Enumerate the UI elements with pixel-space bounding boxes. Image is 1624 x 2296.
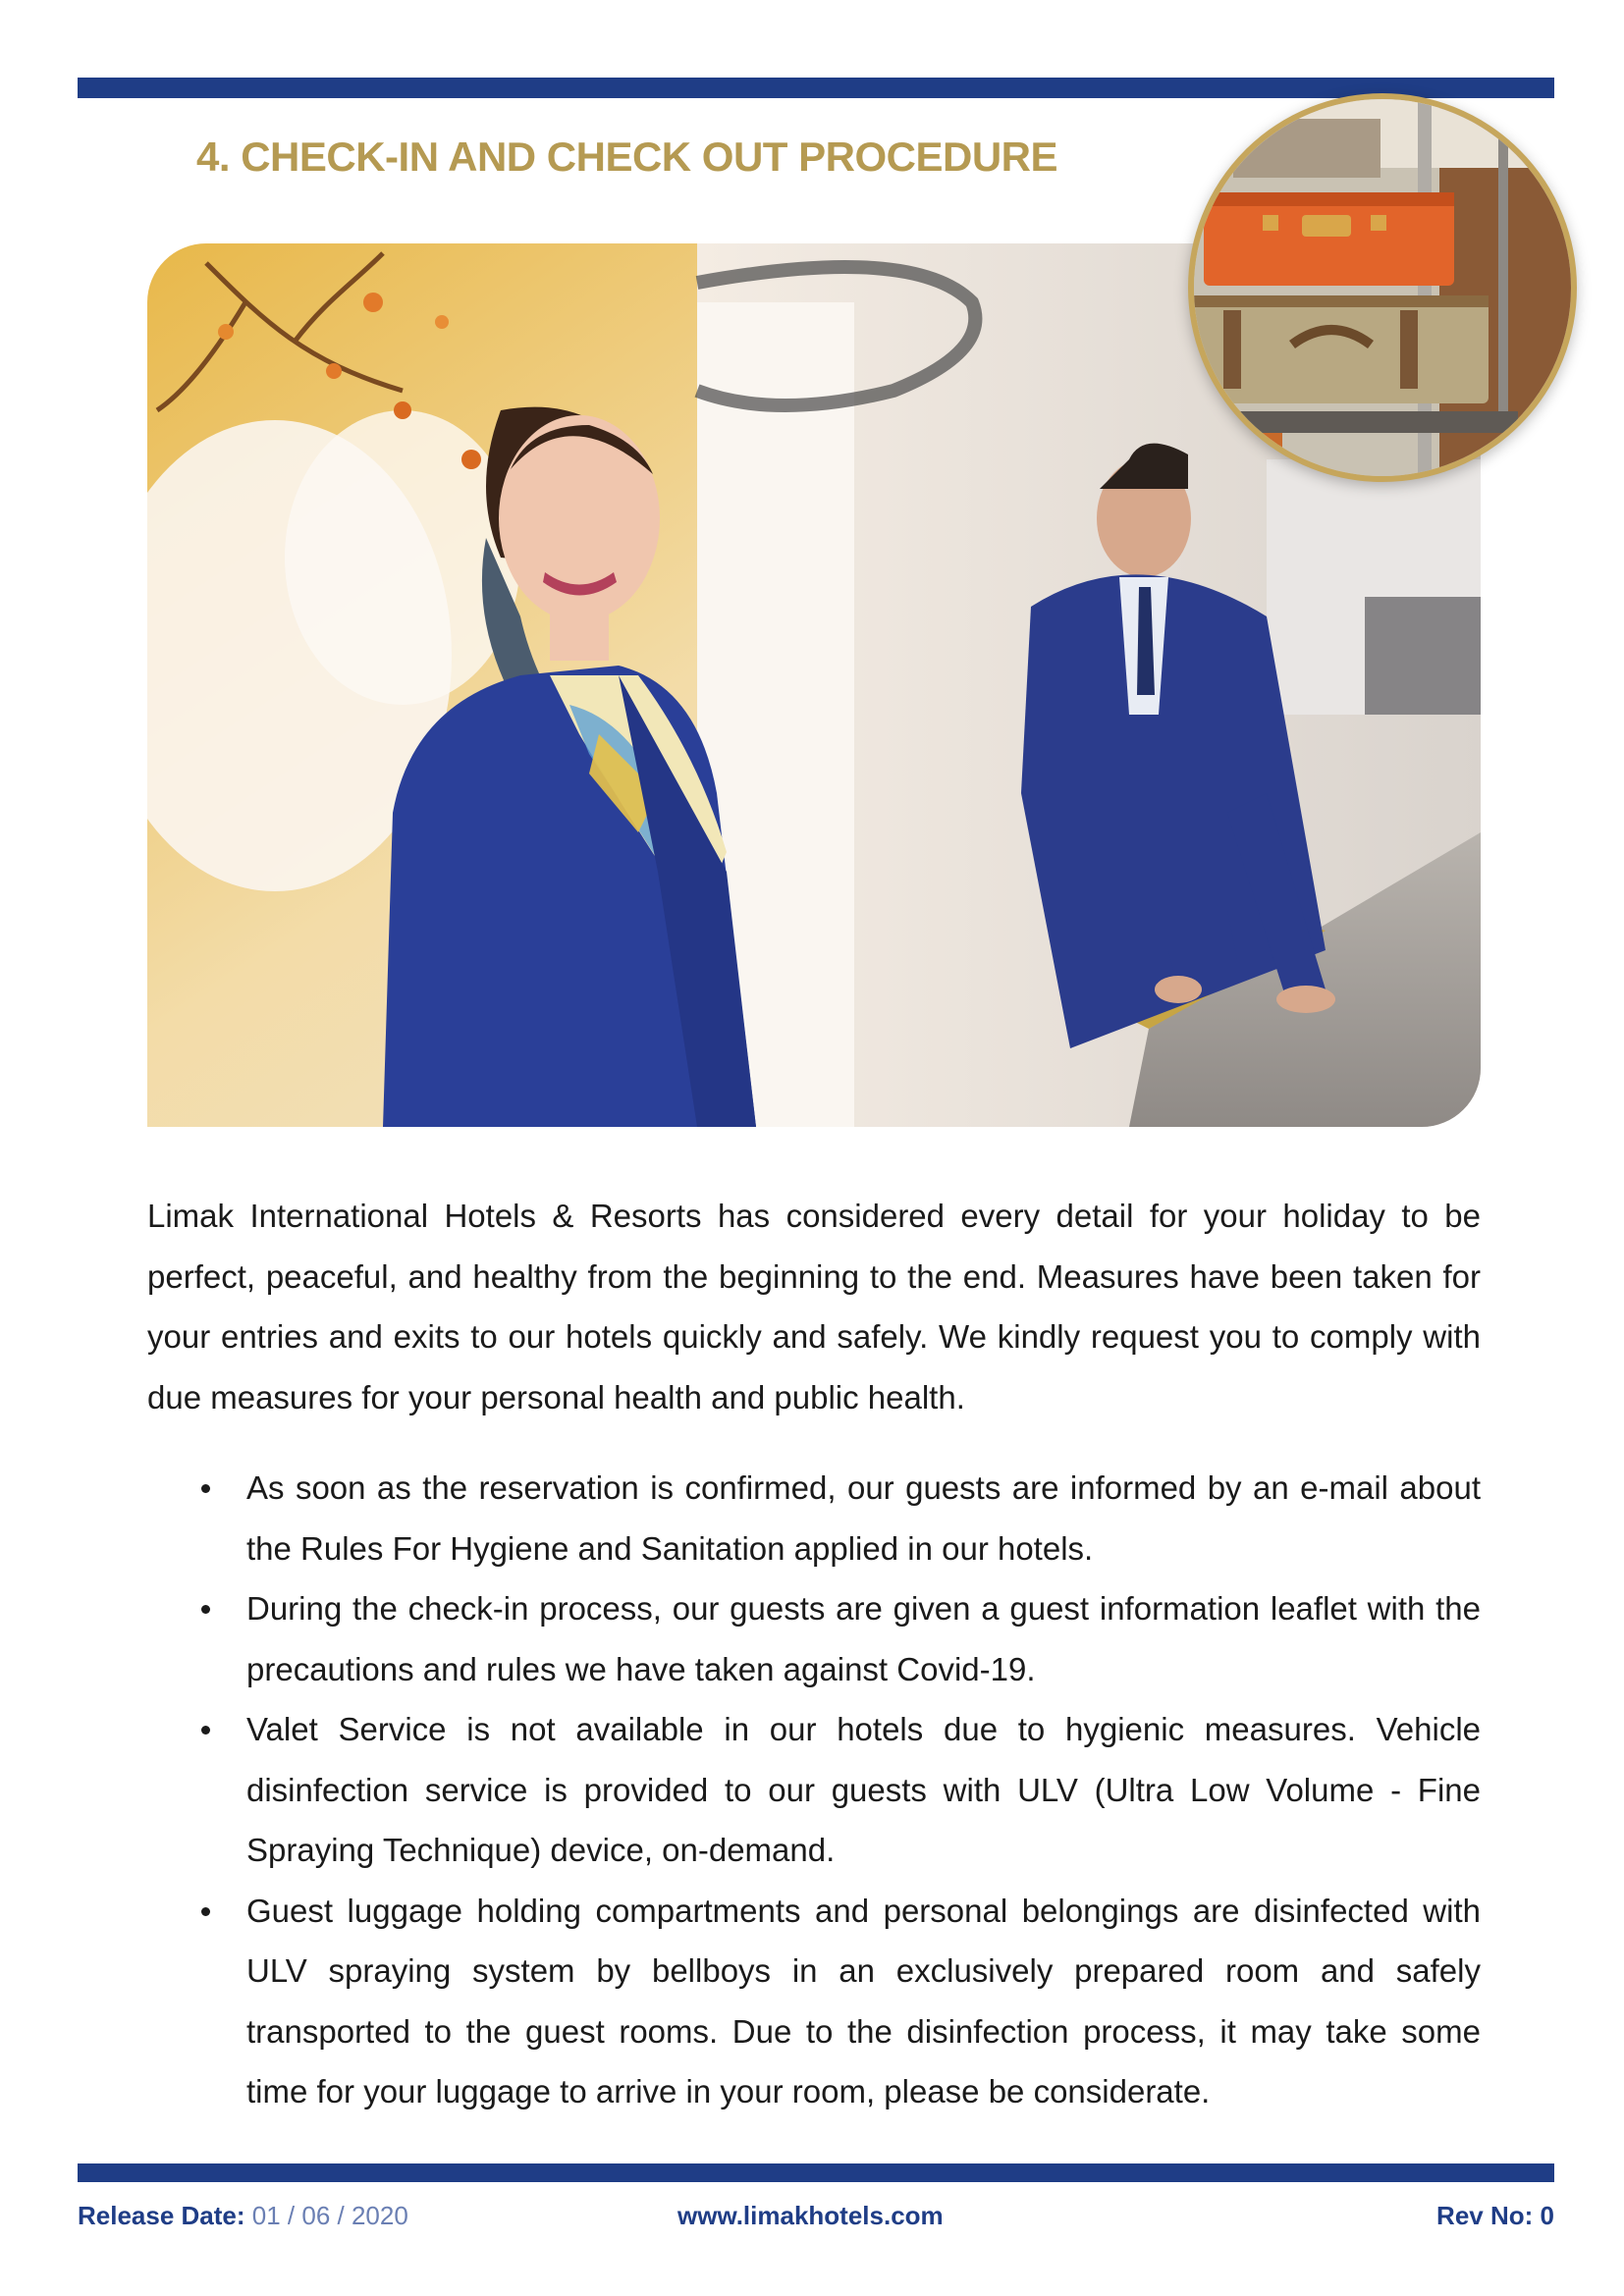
list-item-text: During the check-in process, our guests are given a guest information leaflet with the precautions and rules we have taken against Covid-19.: [246, 1590, 1481, 1687]
revision-value: 0: [1540, 2201, 1554, 2230]
footer-rule: [78, 2163, 1554, 2182]
website-link[interactable]: www.limakhotels.com: [677, 2201, 944, 2230]
revision-number: [1436, 2201, 1554, 2231]
bullet-icon: [201, 1605, 210, 1614]
list-item-text: Valet Service is not available in our hotels due to hygienic measures. Vehicle disinfection service is provided to our guests with ULV (Ultra Low Volume - Fine Spraying Technique) device, on-demand.: [246, 1711, 1481, 1868]
list-item: [147, 1578, 1481, 1699]
revision-label: Rev No:: [1436, 2201, 1534, 2230]
release-date-label: Release Date:: [78, 2201, 245, 2230]
luggage-inset-photo: [1188, 93, 1577, 482]
list-item-text: Guest luggage holding compartments and personal belongings are disinfected with ULV spraying system by bellboys in an exclusively prepared room and safely transported to the guest rooms. Due to the disinfection process, it may take some time for your luggage to arrive in your room, please be considerate.: [246, 1892, 1481, 2109]
list-item: [147, 1881, 1481, 2122]
bullet-icon: [201, 1907, 210, 1916]
list-item-text: As soon as the reservation is confirmed, our guests are informed by an e-mail about the Rules For Hygiene and Sanitation applied in our hotels.: [246, 1469, 1481, 1567]
release-date-value: 01 / 06 / 2020: [251, 2201, 408, 2230]
release-date: [78, 2201, 408, 2231]
list-item: [147, 1458, 1481, 1578]
bullet-icon: [201, 1726, 210, 1735]
measures-list: [147, 1458, 1481, 2122]
list-item: [147, 1699, 1481, 1881]
header-rule: [78, 78, 1554, 98]
bullet-icon: [201, 1484, 210, 1493]
intro-paragraph: Limak International Hotels & Resorts has considered every detail for your holiday to be perfect, peaceful, and healthy from the beginning to the end. Measures have been taken for your entries and exits to our hotels quickly and safely. We kindly request you to comply with due measures for your personal health and public health.: [147, 1198, 1481, 1415]
page-title: 4. CHECK-IN AND CHECK OUT PROCEDURE: [196, 133, 1057, 180]
